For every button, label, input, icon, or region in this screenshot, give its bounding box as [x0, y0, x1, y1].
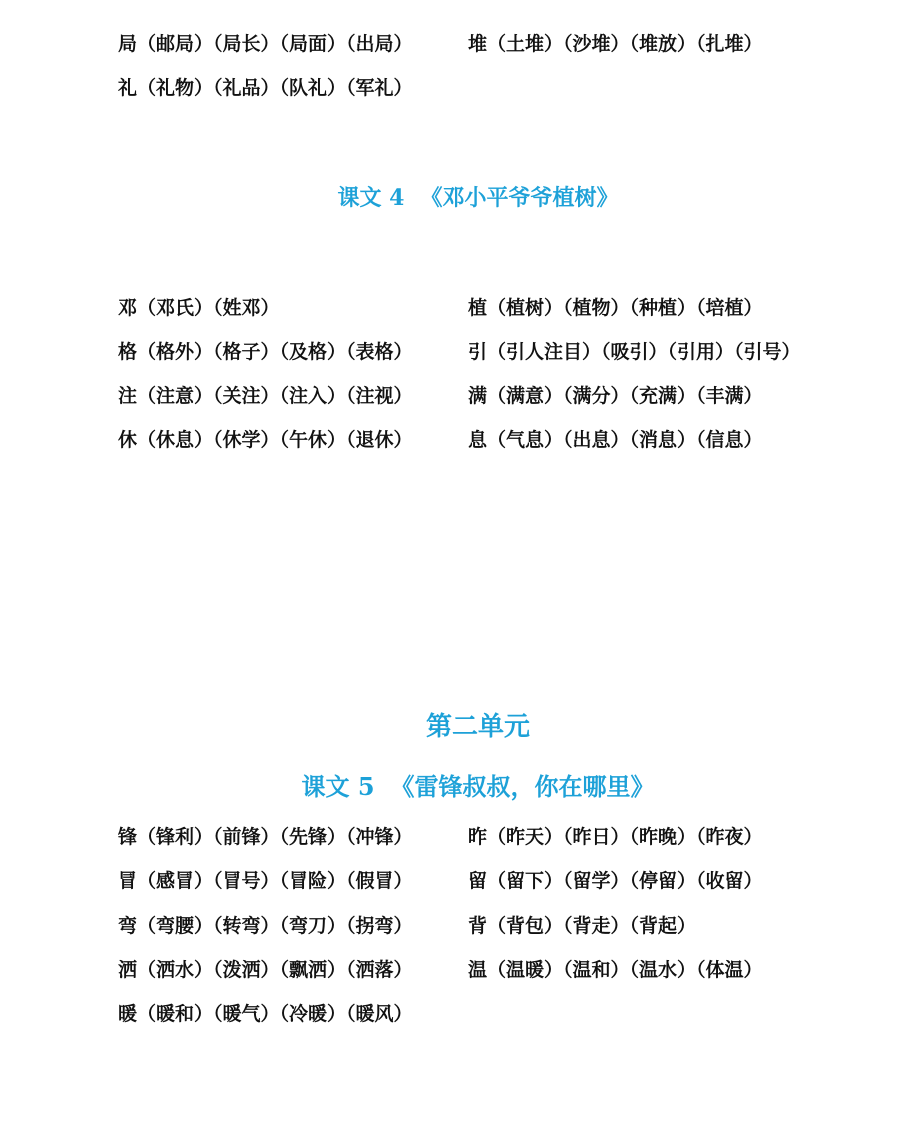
vocab-row	[0, 1001, 899, 1027]
vocab-entry: 格（格外）（格子）（及格）（表格）	[118, 341, 413, 363]
vocab-row	[0, 957, 899, 983]
vocab-entry: 温（温暖）（温和）（温水）（体温）	[468, 959, 763, 981]
lesson-label: 课文 4	[337, 185, 405, 211]
lesson-title: 《邓小平爷爷植树》	[420, 185, 619, 211]
lesson-4-heading	[118, 184, 838, 212]
lesson-label: 课文 5	[301, 772, 375, 801]
vocab-row	[0, 295, 899, 321]
vocab-row	[0, 868, 899, 894]
vocab-row	[0, 31, 899, 57]
vocab-entry: 留（留下）（留学）（停留）（收留）	[468, 870, 763, 892]
vocab-entry: 暖（暖和）（暖气）（冷暖）（暖风）	[118, 1003, 413, 1025]
vocab-row	[0, 824, 899, 850]
vocab-entry: 弯（弯腰）（转弯）（弯刀）（拐弯）	[118, 915, 413, 937]
vocab-entry: 休（休息）（休学）（午休）（退休）	[118, 429, 413, 451]
vocab-entry: 注（注意）（关注）（注入）（注视）	[118, 385, 413, 407]
vocab-entry: 洒（洒水）（泼洒）（飘洒）（洒落）	[118, 959, 413, 981]
vocab-entry: 局（邮局）（局长）（局面）（出局）	[118, 33, 413, 55]
vocab-entry: 息（气息）（出息）（消息）（信息）	[468, 429, 763, 451]
vocab-row	[0, 75, 899, 101]
unit-title: 第二单元	[425, 712, 530, 742]
vocab-row	[0, 427, 899, 453]
vocab-entry: 堆（土堆）（沙堆）（堆放）（扎堆）	[468, 33, 763, 55]
vocab-entry: 引（引人注目）（吸引）（引用）（引号）	[468, 341, 801, 363]
vocab-row	[0, 913, 899, 939]
vocab-entry: 邓（邓氏）（姓邓）	[118, 297, 280, 319]
vocab-row	[0, 383, 899, 409]
vocab-entry: 锋（锋利）（前锋）（先锋）（冲锋）	[118, 826, 413, 848]
vocab-entry: 礼（礼物）（礼品）（队礼）（军礼）	[118, 77, 413, 99]
lesson-title: 《雷锋叔叔，你在哪里》	[390, 772, 655, 801]
vocab-row	[0, 339, 899, 365]
vocab-entry: 满（满意）（满分）（充满）（丰满）	[468, 385, 763, 407]
vocab-entry: 冒（感冒）（冒号）（冒险）（假冒）	[118, 870, 413, 892]
vocab-entry: 植（植树）（植物）（种植）（培植）	[468, 297, 763, 319]
lesson-5-heading	[118, 771, 838, 803]
vocab-entry: 昨（昨天）（昨日）（昨晚）（昨夜）	[468, 826, 763, 848]
vocab-entry: 背（背包）（背走）（背起）	[468, 915, 697, 937]
